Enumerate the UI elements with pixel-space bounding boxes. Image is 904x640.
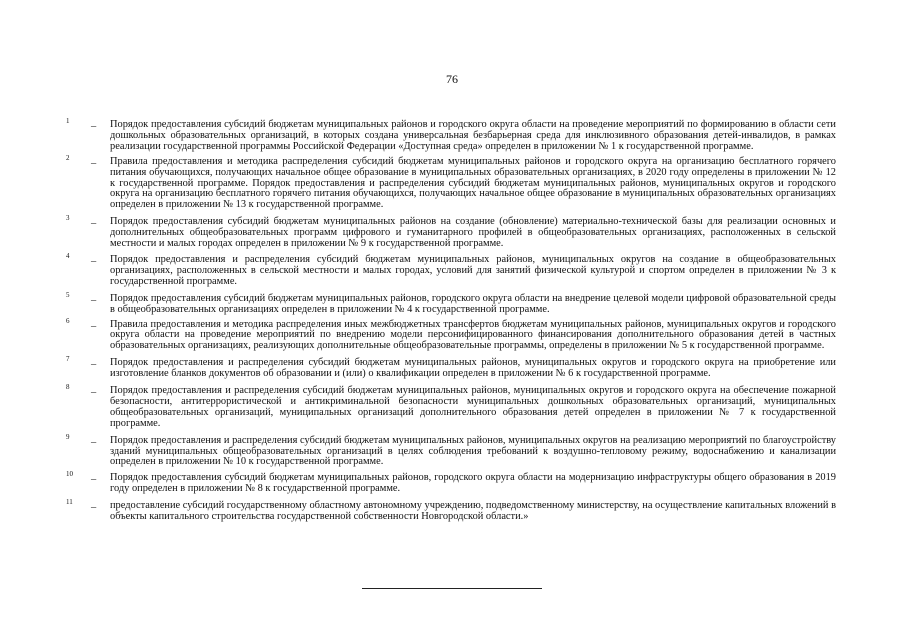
footnote-10 xyxy=(66,470,836,495)
page-number: 76 xyxy=(446,72,458,86)
footnote-text: предоставление субсидий государственному областному автономному учреждению, подведомственному министерству, на осуществление капитальных вложений в объекты капитального строительства государственной собственности Новгородской области.» xyxy=(110,500,836,523)
footnote-5 xyxy=(66,290,836,316)
footnote-9 xyxy=(66,432,836,469)
footnote-7 xyxy=(66,355,836,380)
footnote-number: 7 xyxy=(66,355,70,364)
footnote-1 xyxy=(66,117,836,153)
footnote-text: Порядок предоставления субсидий бюджетам муниципальных районов, городского округа области на внедрение целевой модели цифровой образовательной среды в общеобразовательных организациях определен в приложении № 4 к государственной программе. xyxy=(110,292,836,315)
footnote-dash: – xyxy=(91,121,97,132)
footnote-text: Порядок предоставления и распределения субсидий бюджетам муниципальных районов, муниципальных округов и городского округа на обеспечение пожарной безопасности, антитеррористической и антикриминальной безопасности муниципальных дошкольных образовательных организаций, муниципальных общеобразовательных организаций, муниципальных организаций дополнительного образования детей определен в приложении № 7 к государственной программе. xyxy=(110,385,836,429)
footnote-number: 2 xyxy=(66,153,70,162)
footnote-2 xyxy=(66,153,836,212)
footnote-text: Порядок предоставления и распределения субсидий бюджетам муниципальных районов, муниципальных округов на реализацию мероприятий по благоустройству зданий муниципальных общеобразовательных организаций в целях соблюдения требований к воздушно-тепловому режиму, водоснабжению и канализации определен в приложении № 10 к государственной программе. xyxy=(110,434,836,468)
footnote-number: 6 xyxy=(66,316,70,325)
footnote-number: 3 xyxy=(66,214,70,223)
footnote-6 xyxy=(66,316,836,353)
footnote-dash: – xyxy=(91,157,97,169)
footnote-dash: – xyxy=(91,320,97,332)
footnote-number: 5 xyxy=(66,290,70,299)
footnote-dash: – xyxy=(91,502,97,514)
footnote-3 xyxy=(66,214,836,250)
footnote-text: Порядок предоставления и распределения субсидий бюджетам муниципальных районов, муниципальных округов на создание в общеобразовательных организациях, расположенных в сельской местности и малых городах, условий для занятий физической культурой и спортом определен в приложении № 3 к государственной программе. xyxy=(110,253,836,287)
footnote-text: Порядок предоставления и распределения субсидий бюджетам муниципальных районов, муниципальных округов и городского округа на приобретение или изготовление бланков документов об образовании и (или) о квалификации определен в приложении № 6 к государственной программе. xyxy=(110,357,836,380)
footnotes-list xyxy=(66,117,836,523)
footnote-number: 9 xyxy=(66,432,70,441)
footnote-number: 1 xyxy=(66,117,70,125)
footnote-dash: – xyxy=(91,436,97,448)
footnote-text: Порядок предоставления субсидий бюджетам муниципальных районов на создание (обновление) материально-технической базы для реализации основных и дополнительных общеобразовательных программ цифрового и гуманитарного профилей в общеобразовательных организациях, расположенных в сельской местности и малых городах определен в приложении № 9 к государственной программе. xyxy=(110,216,836,250)
footnote-number: 10 xyxy=(66,470,73,479)
footnote-11 xyxy=(66,498,836,523)
footnote-dash: – xyxy=(91,294,97,306)
footnote-dash: – xyxy=(91,387,97,399)
footnote-dash: – xyxy=(91,359,97,371)
footnote-dash: – xyxy=(91,474,97,486)
footnote-text: Порядок предоставления субсидий бюджетам муниципальных районов и городского округа области на проведение мероприятий по формированию в области сети дошкольных образовательных организаций, в которых создана универсальная безбарьерная среда для инклюзивного образования детей-инвалидов, в рамках реализации государственной программы Российской Федерации «Доступная среда» определен в приложении № 1 к государственной программе. xyxy=(110,119,836,152)
bottom-divider xyxy=(362,588,542,589)
footnote-dash: – xyxy=(91,255,97,267)
footnote-number: 8 xyxy=(66,383,70,392)
footnote-text: Порядок предоставления субсидий бюджетам муниципальных районов, городского округа области на модернизацию инфраструктуры общего образования в 2019 году определен в приложении № 8 к государственной программе. xyxy=(110,472,836,495)
footnote-dash: – xyxy=(91,218,97,230)
footnote-4 xyxy=(66,251,836,288)
footnote-number: 4 xyxy=(66,251,70,260)
footnote-text: Правила предоставления и методика распределения субсидий бюджетам муниципальных районов и городского округа на организацию бесплатного горячего питания обучающихся, получающих начальное общее образование в муниципальных образовательных организациях, в 2020 году определены в приложении № 12 к государственной программе. Порядок предоставления и распределения субсидий бюджетам муниципальных районов, муниципальных округов и городского округа на организацию бесплатного горячего питания обучающихся, получающих начальное общее образование в муниципальных образовательных организациях определен в приложении № 13 к государственной программе. xyxy=(110,155,836,211)
footnote-number: 11 xyxy=(66,498,73,507)
footnote-text: Правила предоставления и методика распределения иных межбюджетных трансфертов бюджетам муниципальных районов, муниципальных округов и городского округа области на проведение мероприятий по внедрению модели персонифицированного финансирования дополнительного образования детей в частных образовательных организациях, реализующих дополнительные общеобразовательные программы, определены в приложении № 5 к государственной программе. xyxy=(110,318,836,352)
footnote-8 xyxy=(66,383,836,430)
